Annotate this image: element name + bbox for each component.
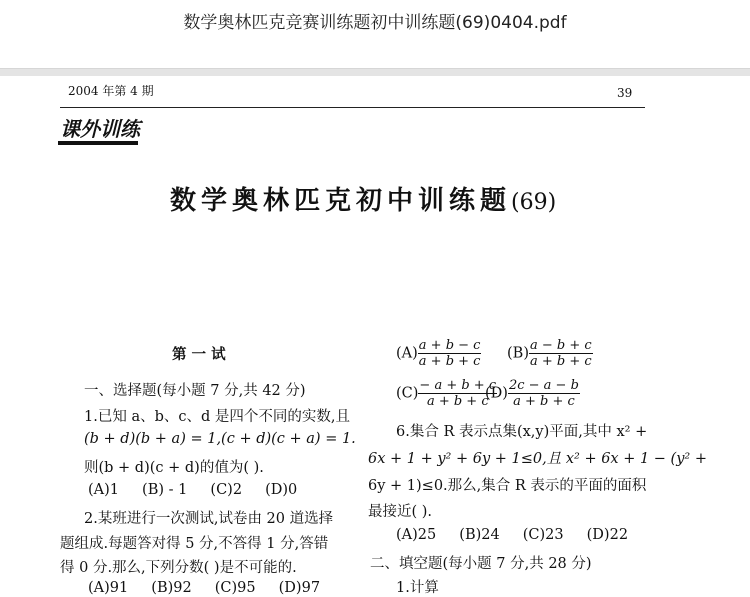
q5-option-b-label: (B): [507, 345, 529, 362]
q1-options: (A)1 (B) - 1 (C)2 (D)0: [88, 482, 298, 498]
q2-line1: 2.某班进行一次测试,试卷由 20 道选择: [84, 511, 334, 527]
q5-option-b-denominator: a + b + c: [529, 354, 592, 369]
article-title-number: (69): [511, 190, 557, 215]
q5-option-c-label: (C): [396, 385, 419, 402]
q5-option-a: [396, 338, 481, 369]
q7-line1: 1.计算: [396, 580, 439, 596]
q5-option-d-denominator: a + b + c: [513, 394, 575, 409]
q5-option-c-numerator: − a + b + c: [419, 378, 497, 393]
q6-line4: 最接近( ).: [368, 504, 433, 520]
title-bar: [0, 0, 750, 68]
q5-option-d-label: (D): [485, 385, 508, 402]
part2-heading: 二、填空题(每小题 7 分,共 28 分): [370, 556, 592, 572]
q5-option-a-fraction: [418, 338, 482, 369]
q1-line1: 1.已知 a、b、c、d 是四个不同的实数,且: [84, 409, 350, 425]
q5-option-d-numerator: 2c − a − b: [508, 378, 579, 393]
q1-line3: 则(b + d)(c + d)的值为( ).: [84, 460, 264, 476]
q5-option-a-denominator: a + b + c: [418, 354, 481, 369]
q5-option-a-label: (A): [396, 345, 418, 362]
q5-option-d: [485, 378, 580, 409]
q1-line2: (b + d)(b + a) = 1,(c + d)(c + a) = 1.: [84, 431, 356, 447]
header-rule: [60, 107, 645, 108]
part1-heading: 一、选择题(每小题 7 分,共 42 分): [84, 383, 306, 399]
q6-line2: 6x + 1 + y² + 6y + 1≤0,且 x² + 6x + 1 − (y² +: [368, 451, 707, 467]
page-number: 39: [617, 86, 633, 100]
q5-option-c: [396, 378, 497, 409]
article-title-main: 数学奥林匹克初中训练题: [170, 186, 512, 216]
q5-option-d-fraction: [508, 378, 580, 409]
section-tag-underline: [58, 141, 138, 145]
q5-option-a-numerator: a + b − c: [418, 338, 481, 353]
article-title: [170, 180, 556, 217]
q5-option-c-denominator: a + b + c: [426, 394, 489, 409]
q6-line3: 6y + 1)≤0.那么,集合 R 表示的平面的面积: [368, 478, 647, 494]
q6-options: (A)25 (B)24 (C)23 (D)22: [396, 527, 629, 543]
section-tag: 课外训练: [60, 117, 140, 141]
q6-line1: 6.集合 R 表示点集(x,y)平面,其中 x² +: [396, 424, 648, 440]
q5-option-b-numerator: a − b + c: [529, 338, 592, 353]
issue-label: 2004 年第 4 期: [68, 84, 154, 98]
document-title: 数学奥林匹克竞赛训练题初中训练题(69)0404.pdf: [183, 13, 567, 33]
q2-line3: 得 0 分.那么,下列分数( )是不可能的.: [60, 560, 297, 576]
q2-options: (A)91 (B)92 (C)95 (D)97: [88, 580, 321, 596]
q5-option-b-fraction: [529, 338, 593, 369]
q2-line2: 题组成.每题答对得 5 分,不答得 1 分,答错: [60, 536, 329, 552]
exam-heading: 第 一 试: [172, 346, 226, 363]
q5-option-b: [507, 338, 593, 369]
